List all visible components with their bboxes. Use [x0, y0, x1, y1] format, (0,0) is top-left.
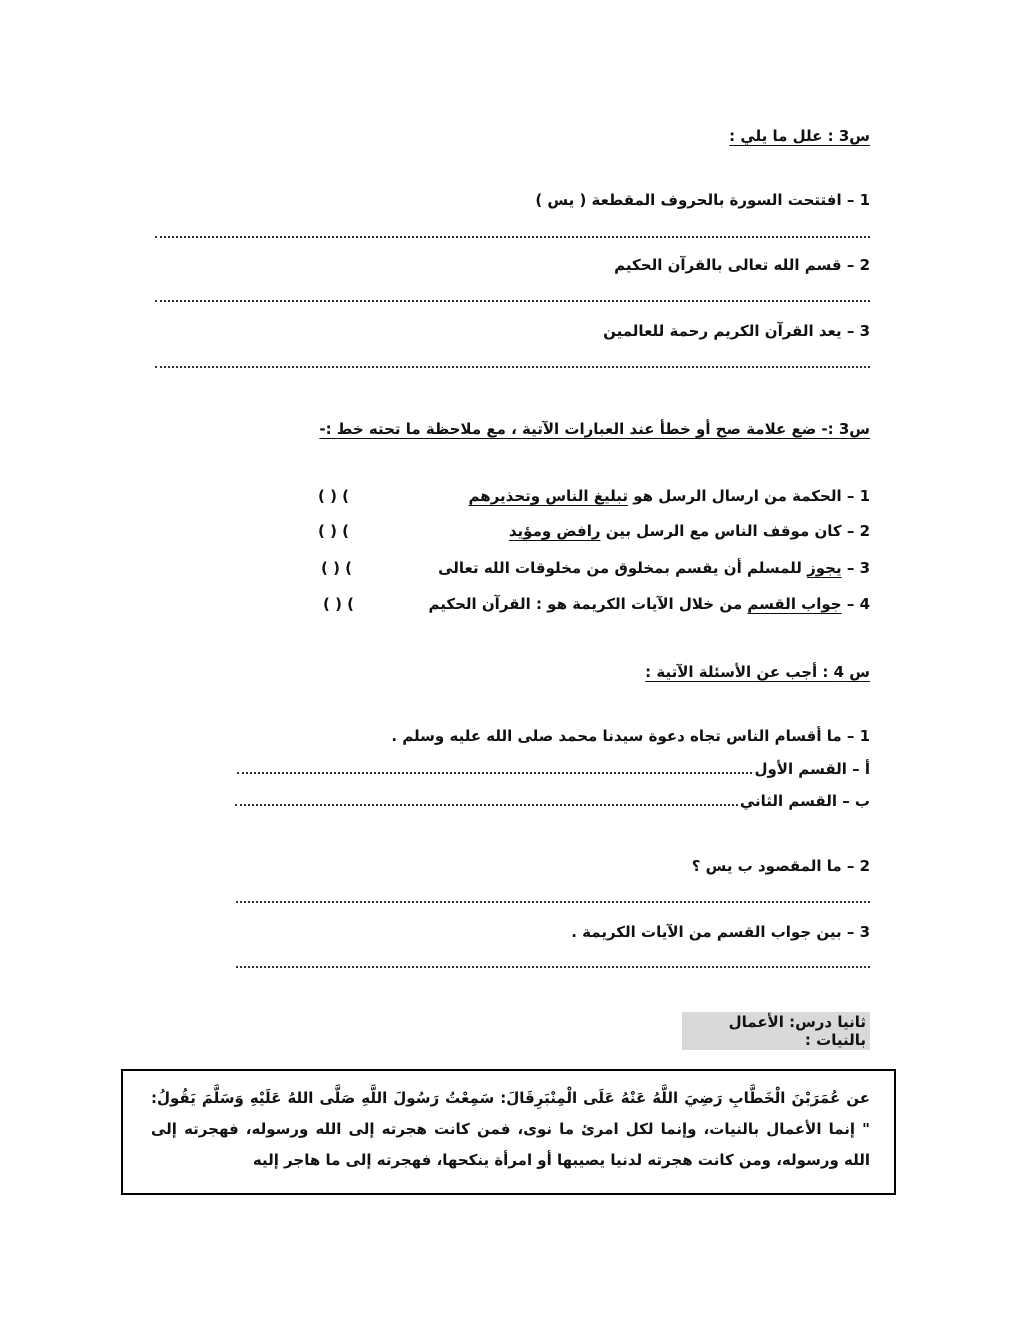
- question-1-part-a-label: أ – القسم الأول: [754, 760, 870, 778]
- tf-item-3-underlined: يجوز: [807, 559, 842, 577]
- why-item-2: 2 – قسم الله تعالى بالقرآن الحكيم: [614, 256, 870, 274]
- section-why-title: س3 : علل ما يلي :: [729, 127, 870, 145]
- tf-answer-1[interactable]: ( ) (: [318, 487, 350, 505]
- tf-item-1: [469, 487, 870, 505]
- tf-item-3-suffix: للمسلم أن يقسم بمخلوق من مخلوقات الله تعالى: [438, 559, 808, 577]
- why-item-1: 1 – افتتحت السورة بالحروف المقطعة ( يس ): [535, 191, 870, 209]
- answer-line-why-1[interactable]: [155, 236, 870, 238]
- answer-line-q1-b[interactable]: [235, 804, 738, 806]
- answer-line-q1-a[interactable]: [237, 772, 752, 774]
- tf-item-2-prefix: 2 – كان موقف الناس مع الرسل بين: [600, 522, 870, 540]
- hadith-box: [121, 1069, 896, 1195]
- hadith-text: عن عُمَرَبْنَ الْخَطَّابِ رَضِيَ اللَّهُ عَنْهُ عَلَى الْمِنْبَرِقَالَ: سَمِعْتُ رَسُولَ اللَّهِ صَلَّى اللهُ عَلَيْهِ وَسَلَّمَ يَقُولُ: " إنما الأعمال بالنيات، وإنما لكل امرئ ما نوى، فمن كانت هجرته إلى الله ورسوله، فهجرته إلى الله ورسوله، ومن كانت هجرته لدنيا يصيبها أو امرأة ينكحها، فهجرته إلى ما هاجر إليه: [151, 1089, 870, 1169]
- why-item-3: 3 – يعد القرآن الكريم رحمة للعالمين: [603, 322, 870, 340]
- tf-item-3: [438, 559, 870, 577]
- tf-item-4-prefix: 4 –: [841, 595, 870, 613]
- question-1-part-a: [237, 760, 870, 778]
- tf-item-4-suffix: من خلال الآيات الكريمة هو : القرآن الحكيم: [428, 595, 748, 613]
- answer-line-q3[interactable]: [236, 966, 870, 968]
- tf-answer-2[interactable]: ( ) (: [318, 522, 350, 540]
- lesson-title-text: ثانيا درس: الأعمال بالنيات :: [728, 1013, 866, 1049]
- tf-item-4-underlined: جواب القسم: [747, 595, 842, 613]
- tf-answer-4[interactable]: ( ) (: [323, 595, 355, 613]
- section-tf-title: س3 :- ضع علامة صح أو خطأ عند العبارات الآتية ، مع ملاحظة ما تحته خط :-: [319, 420, 870, 438]
- tf-item-2: [509, 522, 870, 540]
- answer-line-why-3[interactable]: [155, 366, 870, 368]
- question-1: 1 – ما أقسام الناس تجاه دعوة سيدنا محمد صلى الله عليه وسلم .: [391, 727, 870, 745]
- tf-item-3-prefix: 3 –: [841, 559, 870, 577]
- question-3: 3 – بين جواب القسم من الآيات الكريمة .: [571, 923, 870, 941]
- tf-item-1-prefix: 1 – الحكمة من ارسال الرسل هو: [628, 487, 870, 505]
- section-answer-title: س 4 : أجب عن الأسئلة الآتية :: [645, 663, 870, 681]
- question-1-part-b: [235, 792, 870, 810]
- tf-item-4: [428, 595, 870, 613]
- answer-line-why-2[interactable]: [155, 300, 870, 302]
- lesson-title: [682, 1012, 870, 1050]
- tf-item-1-underlined: تبليغ الناس وتحذيرهم: [468, 487, 629, 505]
- question-2: 2 – ما المقصود ب يس ؟: [691, 857, 870, 875]
- question-1-part-b-label: ب – القسم الثاني: [739, 792, 870, 810]
- answer-line-q2[interactable]: [236, 901, 870, 903]
- tf-answer-3[interactable]: ( ) (: [321, 559, 353, 577]
- tf-item-2-underlined: رافض ومؤيد: [508, 522, 601, 540]
